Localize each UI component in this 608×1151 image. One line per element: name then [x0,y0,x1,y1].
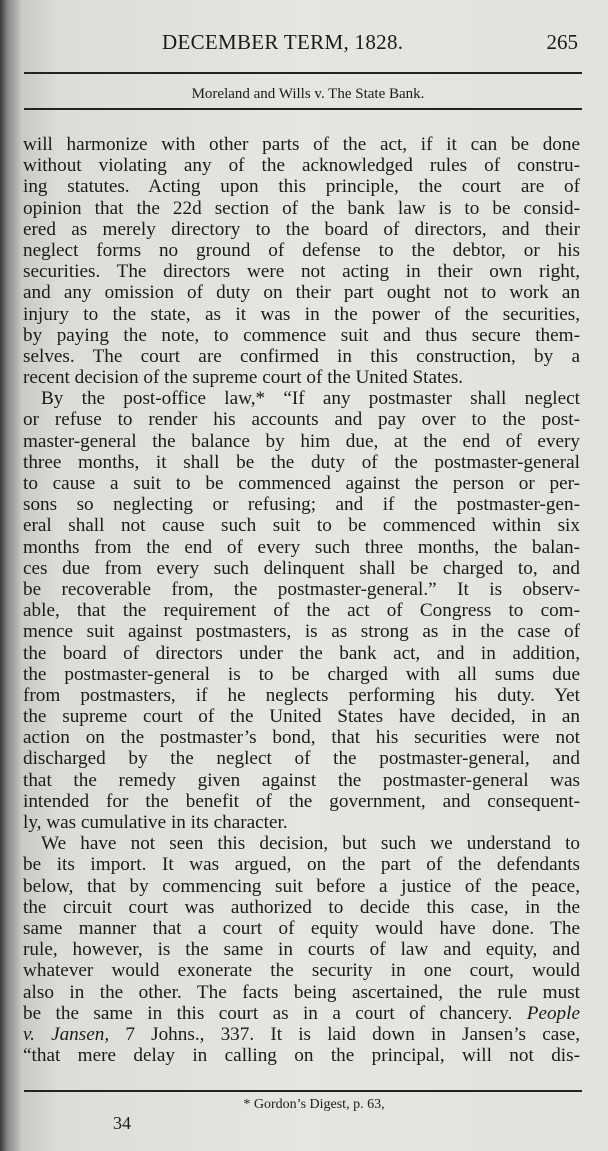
line-text: whatever would exonerate the security in one court, would [23,960,580,982]
text-line [23,1045,580,1066]
line-text: without violating any of the acknowledged rules of constru- [23,155,580,177]
text-line [23,134,580,155]
running-title: DECEMBER TERM, 1828. [162,30,404,54]
text-line [23,643,580,664]
text-line [23,282,580,303]
running-header [0,30,608,60]
text-line [23,706,580,727]
italic-citation: People [526,1002,580,1024]
text-line [23,537,580,558]
text-line [23,515,580,536]
line-text: ered as merely directory to the board of directors, and their [23,218,580,240]
line-text: also in the other. The facts being ascertained, the rule must [23,981,580,1003]
footnote: * Gordon’s Digest, p. 63, [243,1097,385,1112]
text-line [23,770,580,791]
line-text: ces due from every such delinquent shall be charged to, and [23,557,580,579]
text-line [23,982,580,1003]
line-text: by paying the note, to commence suit and thus secure them- [23,324,580,346]
text-line [23,176,580,197]
line-text: By the post-office law,* “If any postmaster shall neglect [41,388,580,410]
line-text: same manner that a court of equity would have done. The [23,917,580,939]
text-line [23,960,580,981]
line-text: be the same in this court as in a court of chancery. [23,1002,527,1024]
text-line [23,1024,580,1045]
line-text: securities. The directors were not acting in their own right, [23,261,580,283]
line-text: months from the end of every such three months, the balan- [23,536,580,558]
line-text: action on the postmaster’s bond, that his securities were not [23,727,580,749]
text-line [23,897,580,918]
text-line [23,452,580,473]
line-text: the postmaster-general is to be charged with all sums due [23,663,580,685]
text-line [23,409,580,430]
line-text: the circuit court was authorized to decide this case, in the [23,896,580,918]
line-text: recent decision of the supreme court of the United States. [23,367,464,389]
line-text: the supreme court of the United States have decided, in an [23,706,580,728]
text-line [23,240,580,261]
text-line [23,388,580,409]
line-text: rule, however, is the same in courts of law and equity, and [23,939,580,961]
case-title: Moreland and Wills v. The State Bank. [191,86,425,102]
text-line [23,494,580,515]
text-line [23,367,580,388]
signature-mark: 34 [113,1113,131,1133]
text-line [23,854,580,875]
line-text: to cause a suit to be commenced against the person or per- [23,473,580,494]
line-text: intended for the benefit of the government, and consequent- [23,790,580,812]
line-text: will harmonize with other parts of the act, if it can be done [23,134,580,155]
line-text: that the remedy given against the postmaster-general was [23,769,580,791]
text-line [23,833,580,854]
line-text: eral shall not cause such suit to be commenced within six [23,515,580,537]
text-line [23,579,580,600]
line-text: “that mere delay in calling on the principal, will not dis- [23,1045,580,1067]
line-text: three months, it shall be the duty of the postmaster-general [23,451,580,473]
line-text: below, that by commencing suit before a justice of the peace, [23,875,580,897]
case-title-rule [24,108,582,110]
line-text: the board of directors under the bank act, and in addition, [23,642,580,664]
line-text: injury to the state, as it was in the power of the securities, [23,303,580,325]
line-text: neglect forms no ground of defense to the debtor, or his [23,239,580,261]
line-text: be recoverable from, the postmaster-general.” It is observ- [23,578,580,600]
text-line [23,939,580,960]
text-line [23,812,580,833]
body-text [23,134,580,1066]
text-line [23,621,580,642]
line-text: ing statutes. Acting upon this principle, the court are of [23,176,580,198]
text-line [23,791,580,812]
text-line [23,155,580,176]
italic-citation: v. Jansen, [23,1023,110,1045]
line-text: 7 Johns., 337. It is laid down in Jansen’s case, [109,1023,581,1045]
text-line [23,346,580,367]
text-line [23,558,580,579]
line-text: master-general the balance by him due, at the end of every [23,430,580,452]
text-line [23,727,580,748]
text-line [23,918,580,939]
header-rule [24,72,582,74]
line-text: able, that the requirement of the act of Congress to com- [23,600,580,622]
text-line [23,198,580,219]
text-line [23,1003,580,1024]
line-text: mence suit against postmasters, is as strong as in the case of [23,621,580,643]
line-text: discharged by the neglect of the postmaster-general, and [23,748,580,770]
text-line [23,876,580,897]
text-line [23,325,580,346]
line-text: from postmasters, if he neglects performing his duty. Yet [23,684,580,706]
page-number: 265 [546,30,578,54]
line-text: We have not seen this decision, but such we understand to [41,833,580,855]
line-text: sons so neglecting or refusing; and if the postmaster-gen- [23,494,580,516]
text-line [23,664,580,685]
text-line [23,473,580,494]
text-line [23,261,580,282]
footnote-rule [24,1090,582,1092]
text-line [23,685,580,706]
line-text: and any omission of duty on their part ought not to work an [23,282,580,304]
text-line [23,431,580,452]
line-text: or refuse to render his accounts and pay over to the post- [23,409,580,431]
text-line [23,748,580,769]
text-line [23,219,580,240]
line-text: be its import. It was argued, on the part of the defendants [23,854,580,876]
text-line [23,600,580,621]
text-line [23,304,580,325]
line-text: opinion that the 22d section of the bank law is to be consid- [23,197,580,219]
line-text: selves. The court are confirmed in this construction, by a [23,345,580,367]
line-text: ly, was cumulative in its character. [23,812,288,833]
